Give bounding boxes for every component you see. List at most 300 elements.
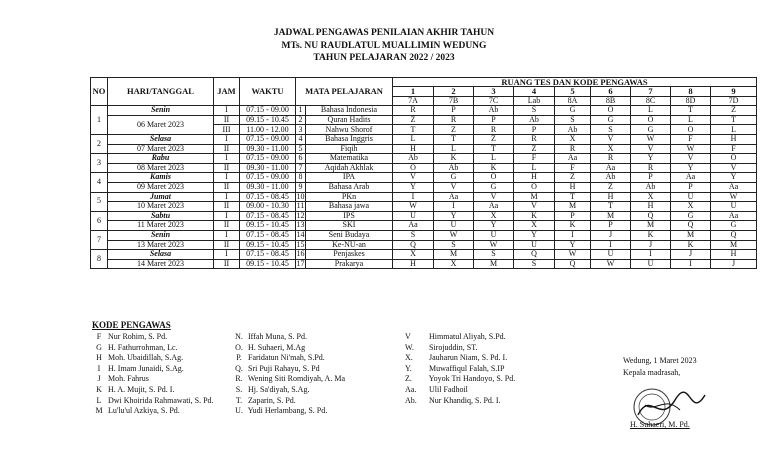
jam: I <box>214 135 240 145</box>
supervisor-code: G <box>671 211 711 221</box>
row-number: 5 <box>91 192 108 211</box>
subject-number: 15 <box>296 240 305 249</box>
room-class-3: 7C <box>474 96 514 105</box>
supervisor-code: O <box>671 125 711 135</box>
supervisor-code: W <box>711 192 757 202</box>
supervisor-code: Q <box>671 221 711 231</box>
supervisor-code: Z <box>514 144 555 154</box>
supervisor-code: M <box>631 221 671 231</box>
subject-name: Quran Hadits <box>306 115 393 125</box>
date: 08 Maret 2023 <box>108 163 214 173</box>
supervisor-code: P <box>631 173 671 183</box>
table-row <box>91 106 757 116</box>
supervisor-code: T <box>474 144 514 154</box>
kode-entry <box>92 406 214 417</box>
subject-name: Fiqih <box>306 144 393 154</box>
subject-name: Bahasa jawa <box>306 202 393 212</box>
subject-number: 1 <box>296 106 306 116</box>
kode-letter: H <box>96 353 102 363</box>
kode-entry <box>405 332 515 343</box>
supervisor-code: I <box>393 192 434 202</box>
date: 14 Maret 2023 <box>108 259 214 269</box>
header-day-date: HARI/TANGGAL <box>108 78 214 106</box>
supervisor-code: P <box>671 182 711 192</box>
supervisor-code: W <box>393 202 434 212</box>
kode-letter: F <box>96 332 102 341</box>
subject-name: Seni Budaya <box>306 230 393 240</box>
kode-entry <box>405 385 515 396</box>
subject-name: SKI <box>306 221 393 231</box>
jam: I <box>214 250 240 260</box>
supervisor-code: Aa <box>393 221 434 231</box>
room-number-7: 7 <box>631 87 671 96</box>
supervisor-code: Aa <box>591 163 631 173</box>
supervisor-code: U <box>474 230 514 240</box>
day-name: Sabtu <box>108 211 214 221</box>
day-name: Jumat <box>108 192 214 202</box>
supervisor-code: Ab <box>434 163 474 173</box>
day-name: Selasa <box>108 135 214 145</box>
kode-entry <box>232 353 345 364</box>
kode-entry <box>92 353 214 364</box>
supervisor-code: Y <box>474 221 514 231</box>
supervisor-code: F <box>514 154 555 164</box>
supervisor-code: R <box>591 154 631 164</box>
kode-entry <box>92 343 214 354</box>
waktu: 07.15 - 09.00 <box>240 173 296 183</box>
supervisor-code: O <box>474 173 514 183</box>
supervisor-code: O <box>631 115 671 125</box>
supervisor-code: V <box>514 202 555 212</box>
kode-entry <box>405 374 515 385</box>
supervisor-code: T <box>671 106 711 116</box>
subject-number: 10 <box>296 192 305 201</box>
subject-name: Prakarya <box>306 259 393 269</box>
supervisor-code: I <box>631 250 671 260</box>
supervisor-code: Aa <box>711 211 757 221</box>
kode-letter: G <box>96 342 102 352</box>
table-row <box>91 259 757 269</box>
supervisor-code: Z <box>434 125 474 135</box>
waktu: 09.15 - 10.45 <box>240 259 296 269</box>
kode-supervisor-name: Moh. Fahrus <box>108 374 149 384</box>
supervisor-code: O <box>393 163 434 173</box>
supervisor-code: J <box>631 240 671 250</box>
supervisor-code: V <box>434 182 474 192</box>
supervisor-code: K <box>474 163 514 173</box>
table-row <box>91 144 757 154</box>
supervisor-code: H <box>393 144 434 154</box>
signature-place-date: Wedung, 1 Maret 2023 <box>623 356 697 365</box>
supervisor-code: Ab <box>591 173 631 183</box>
supervisor-code: V <box>631 144 671 154</box>
subject-number: 2 <box>296 115 306 125</box>
header-ruang-tes: RUANG TES DAN KODE PENGAWAS <box>393 78 757 87</box>
supervisor-code: S <box>514 106 555 116</box>
supervisor-code: R <box>474 125 514 135</box>
subject-number: 5 <box>296 144 306 154</box>
supervisor-code: V <box>393 173 434 183</box>
subject-number: 3 <box>296 125 306 135</box>
kode-letter: O. <box>235 342 243 352</box>
supervisor-code: Y <box>711 173 757 183</box>
supervisor-code: G <box>591 115 631 125</box>
supervisor-code: Z <box>474 135 514 145</box>
signature-role: Kepala madrasah, <box>623 368 681 377</box>
kode-supervisor-name: Muwaffiqul Falah, S.IP <box>429 363 505 373</box>
supervisor-code: U <box>393 211 434 221</box>
table-row <box>91 211 757 221</box>
day-name: Senin <box>108 106 214 116</box>
supervisor-code: T <box>591 202 631 212</box>
subject-number: 4 <box>296 135 306 145</box>
subject-name: IPA <box>306 173 393 183</box>
supervisor-code: G <box>555 106 591 116</box>
jam: II <box>214 182 240 192</box>
supervisor-code: W <box>591 259 631 269</box>
supervisor-code: H <box>393 259 434 269</box>
kode-letter: V <box>405 332 411 341</box>
supervisor-code: R <box>393 106 434 116</box>
supervisor-code: H <box>591 192 631 202</box>
kode-supervisor-name: Zaparin, S. Pd. <box>248 395 296 405</box>
subject-name: Bahasa Arab <box>306 182 393 192</box>
kode-entry <box>232 343 345 354</box>
supervisor-code: Q <box>631 211 671 221</box>
jam: I <box>214 192 240 202</box>
subject-number: 16 <box>296 249 305 259</box>
supervisor-code: P <box>514 125 555 135</box>
supervisor-code: Z <box>711 106 757 116</box>
kode-letter: N. <box>235 332 243 341</box>
kode-supervisor-name: Himmatul Aliyah, S.Pd. <box>429 332 506 341</box>
subject-name: Penjaskes <box>306 250 393 260</box>
waktu: 09.30 - 11.00 <box>240 182 296 192</box>
kode-letter: Y. <box>405 363 412 373</box>
kode-entry <box>232 364 345 375</box>
supervisor-code: Y <box>555 240 591 250</box>
document-title: JADWAL PENGAWAS PENILAIAN AKHIR TAHUN <box>273 28 495 38</box>
date: 11 Maret 2023 <box>108 221 214 231</box>
supervisor-code: J <box>591 230 631 240</box>
waktu: 07.15 - 08.45 <box>240 192 296 202</box>
supervisor-code: L <box>474 154 514 164</box>
subject-number: 12 <box>296 211 305 220</box>
waktu: 09.15 - 10.45 <box>240 115 296 125</box>
supervisor-code: S <box>591 125 631 135</box>
supervisor-code: J <box>671 250 711 260</box>
jam: I <box>214 173 240 183</box>
table-row <box>91 202 757 212</box>
row-number: 8 <box>91 250 108 269</box>
kode-letter: L <box>96 395 102 405</box>
kode-entry <box>232 396 345 407</box>
kode-supervisor-name: Nur Rohim, S. Pd. <box>108 332 168 341</box>
kode-letter: W. <box>405 342 414 352</box>
supervisor-code: F <box>671 135 711 145</box>
supervisor-code: K <box>555 221 591 231</box>
kode-letter: P. <box>236 353 242 363</box>
room-class-1: 7A <box>393 96 434 105</box>
kode-entry <box>92 396 214 407</box>
waktu: 07.15 - 08.45 <box>240 250 296 260</box>
supervisor-code: M <box>671 230 711 240</box>
supervisor-code: U <box>671 192 711 202</box>
jam: II <box>214 259 240 269</box>
jam: II <box>214 115 240 125</box>
supervisor-code: W <box>671 144 711 154</box>
supervisor-code: Aa <box>671 173 711 183</box>
kode-entry <box>92 374 214 385</box>
supervisor-code: Ab <box>393 154 434 164</box>
waktu: 09.30 - 11.00 <box>240 144 296 154</box>
supervisor-code: M <box>474 259 514 269</box>
subject-name: Aqidah Akhlak <box>306 163 393 173</box>
supervisor-code: I <box>591 240 631 250</box>
subject-name: IPS <box>306 211 393 221</box>
supervisor-code: T <box>434 135 474 145</box>
supervisor-code: Ab <box>514 115 555 125</box>
kode-supervisor-name: Faridatun Ni'mah, S.Pd. <box>248 353 325 363</box>
date: 13 Maret 2023 <box>108 240 214 250</box>
subject-name: PKn <box>306 192 393 202</box>
row-number: 4 <box>91 173 108 192</box>
supervisor-code: Z <box>393 115 434 125</box>
kode-supervisor-name: Jauharun Niam, S. Pd. I. <box>429 353 508 363</box>
supervisor-code: T <box>393 125 434 135</box>
kode-supervisor-name: H. Suhaeri, M.Ag <box>248 342 306 352</box>
jam: II <box>214 144 240 154</box>
room-number-4: 4 <box>514 87 555 96</box>
date: 06 Maret 2023 <box>108 115 214 134</box>
subject-number: 13 <box>296 220 305 230</box>
supervisor-code: K <box>434 154 474 164</box>
table-row <box>91 154 757 164</box>
waktu: 09.00 - 10.30 <box>240 202 296 212</box>
room-class-6: 8B <box>591 96 631 105</box>
supervisor-code: O <box>711 154 757 164</box>
kode-letter: Q. <box>235 363 243 373</box>
supervisor-code: V <box>591 135 631 145</box>
kode-entry <box>232 406 345 417</box>
supervisor-code: Q <box>555 259 591 269</box>
room-class-8: 8D <box>671 96 711 105</box>
supervisor-code: Z <box>555 173 591 183</box>
kode-supervisor-name: Dwi Khoirida Rahmawati, S. Pd. <box>108 395 214 405</box>
waktu: 07.15 - 09.00 <box>240 106 296 116</box>
header-waktu: WAKTU <box>240 78 296 106</box>
room-number-2: 2 <box>434 87 474 96</box>
supervisor-code: W <box>555 250 591 260</box>
supervisor-code: P <box>474 115 514 125</box>
day-name: Selasa <box>108 250 214 260</box>
supervisor-code: Q <box>514 250 555 260</box>
kode-letter: R. <box>235 374 243 384</box>
room-number-5: 5 <box>555 87 591 96</box>
supervisor-code: Aa <box>474 202 514 212</box>
kode-supervisor-name: H. A. Mujit, S. Pd. I. <box>108 384 175 394</box>
table-row <box>91 163 757 173</box>
supervisor-code: W <box>474 240 514 250</box>
supervisor-code: Y <box>434 211 474 221</box>
jam: I <box>214 106 240 116</box>
supervisor-code: O <box>514 182 555 192</box>
kode-letter: Ab. <box>405 395 417 405</box>
supervisor-code: X <box>434 259 474 269</box>
supervisor-code: Ab <box>631 182 671 192</box>
table-row <box>91 230 757 240</box>
kode-entry <box>232 385 345 396</box>
supervisor-code: P <box>591 221 631 231</box>
jam: II <box>214 240 240 250</box>
supervisor-code: K <box>514 211 555 221</box>
kode-entry <box>92 385 214 396</box>
supervisor-code: V <box>671 154 711 164</box>
kode-letter: I <box>97 363 101 373</box>
kode-entry <box>405 364 515 375</box>
header-jam: JAM <box>214 78 240 106</box>
room-class-7: 8C <box>631 96 671 105</box>
room-number-8: 8 <box>671 87 711 96</box>
supervisor-code: F <box>555 163 591 173</box>
supervisor-code: R <box>631 163 671 173</box>
supervisor-code: M <box>434 250 474 260</box>
room-number-3: 3 <box>474 87 514 96</box>
subject-number: 17 <box>296 259 305 268</box>
subject-name: Bahasa Inggris <box>306 135 393 145</box>
waktu: 09.15 - 10.45 <box>240 221 296 231</box>
supervisor-code: M <box>555 202 591 212</box>
supervisor-code: G <box>711 221 757 231</box>
kode-column-3 <box>405 332 515 406</box>
supervisor-code: S <box>434 240 474 250</box>
room-class-9: 7D <box>711 96 757 105</box>
kode-supervisor-name: Nur Khandiq, S. Pd. I. <box>429 395 501 405</box>
subject-number: 14 <box>296 230 305 240</box>
kode-entry <box>405 396 515 407</box>
jam: I <box>214 211 240 221</box>
supervisor-code: U <box>631 259 671 269</box>
kode-letter: T. <box>235 395 243 405</box>
supervisor-code: X <box>671 202 711 212</box>
supervisor-code: T <box>555 192 591 202</box>
table-row <box>91 115 757 125</box>
kode-pengawas-title: KODE PENGAWAS <box>92 320 171 330</box>
waktu: 09.30 - 11.00 <box>240 163 296 173</box>
supervisor-code: R <box>555 144 591 154</box>
jam: III <box>214 125 240 135</box>
row-number: 2 <box>91 135 108 154</box>
waktu: 07.15 - 09.00 <box>240 135 296 145</box>
supervisor-code: H <box>711 135 757 145</box>
subject-name: Ke-NU-an <box>306 240 393 250</box>
room-number-6: 6 <box>591 87 631 96</box>
room-number-1: 1 <box>393 87 434 96</box>
kode-entry <box>405 343 515 354</box>
supervisor-code: Y <box>671 163 711 173</box>
supervisor-code: H <box>711 250 757 260</box>
supervisor-code: R <box>514 135 555 145</box>
subject-number: 8 <box>296 173 306 183</box>
waktu: 09.15 - 10.45 <box>240 240 296 250</box>
table-row <box>91 192 757 202</box>
waktu: 07.15 - 08.45 <box>240 230 296 240</box>
jam: II <box>214 221 240 231</box>
supervisor-code: S <box>555 115 591 125</box>
subject-name: Bahasa Indonesia <box>306 106 393 116</box>
date: 10 Maret 2023 <box>108 202 214 212</box>
room-class-2: 7B <box>434 96 474 105</box>
row-number: 1 <box>91 106 108 135</box>
kode-supervisor-name: Wening Siti Romdiyah, A. Ma <box>247 374 345 384</box>
supervisor-code: L <box>514 163 555 173</box>
supervisor-code: L <box>434 144 474 154</box>
supervisor-code: X <box>555 135 591 145</box>
supervisor-code: H <box>631 202 671 212</box>
kode-supervisor-name: H. Imam Junaidi, S.Ag. <box>108 363 184 373</box>
supervisor-code: X <box>591 144 631 154</box>
supervisor-code: M <box>514 192 555 202</box>
supervisor-code: U <box>434 221 474 231</box>
supervisor-code: Aa <box>555 154 591 164</box>
kode-letter: Z. <box>405 374 412 384</box>
jam: I <box>214 230 240 240</box>
jam: II <box>214 163 240 173</box>
kode-supervisor-name: Hj. Sa'diyah, S.Ag. <box>248 384 310 394</box>
supervisor-code: Ab <box>474 106 514 116</box>
kode-supervisor-name: Yudi Herlambang, S. Pd. <box>247 406 328 416</box>
date: 07 Maret 2023 <box>108 144 214 154</box>
supervisor-code: W <box>434 230 474 240</box>
supervisor-code: G <box>474 182 514 192</box>
supervisor-code: V <box>474 192 514 202</box>
supervisor-code: Q <box>711 230 757 240</box>
row-number: 3 <box>91 154 108 173</box>
kode-supervisor-name: Moh. Ubaidillah, S.Ag. <box>108 353 184 363</box>
waktu: 11.00 - 12.00 <box>240 125 296 135</box>
supervisor-code: H <box>514 173 555 183</box>
supervisor-code: O <box>591 106 631 116</box>
kode-entry <box>405 353 515 364</box>
kode-entry <box>232 332 345 343</box>
supervisor-code: L <box>711 125 757 135</box>
waktu: 07.15 - 09.00 <box>240 154 296 164</box>
kode-entry <box>92 332 214 343</box>
kode-entry <box>92 364 214 375</box>
subject-number: 6 <box>296 154 306 164</box>
supervisor-code: X <box>474 211 514 221</box>
subject-number: 7 <box>296 163 306 173</box>
school-name: MTs. NU RAUDLATUL MUALLIMIN WEDUNG <box>281 41 487 51</box>
waktu: 07.15 - 08.45 <box>240 211 296 221</box>
kode-supervisor-name: Lu'lu'ul Azkiya, S. Pd. <box>108 406 180 416</box>
supervisor-code: L <box>393 135 434 145</box>
supervisor-code: X <box>393 250 434 260</box>
supervisor-code: I <box>434 202 474 212</box>
signature-name: H. Suhaeri, M. Pd. <box>630 420 690 429</box>
supervisor-code: F <box>711 144 757 154</box>
day-name: Senin <box>108 230 214 240</box>
table-row <box>91 182 757 192</box>
kode-supervisor-name: Sirojuddin, ST. <box>429 342 478 352</box>
supervisor-code: S <box>474 250 514 260</box>
day-name: Rabu <box>108 154 214 164</box>
kode-letter: J <box>97 374 101 384</box>
supervisor-code: Y <box>631 154 671 164</box>
supervisor-code: X <box>631 192 671 202</box>
kode-letter: Aa. <box>405 384 417 394</box>
table-row <box>91 240 757 250</box>
